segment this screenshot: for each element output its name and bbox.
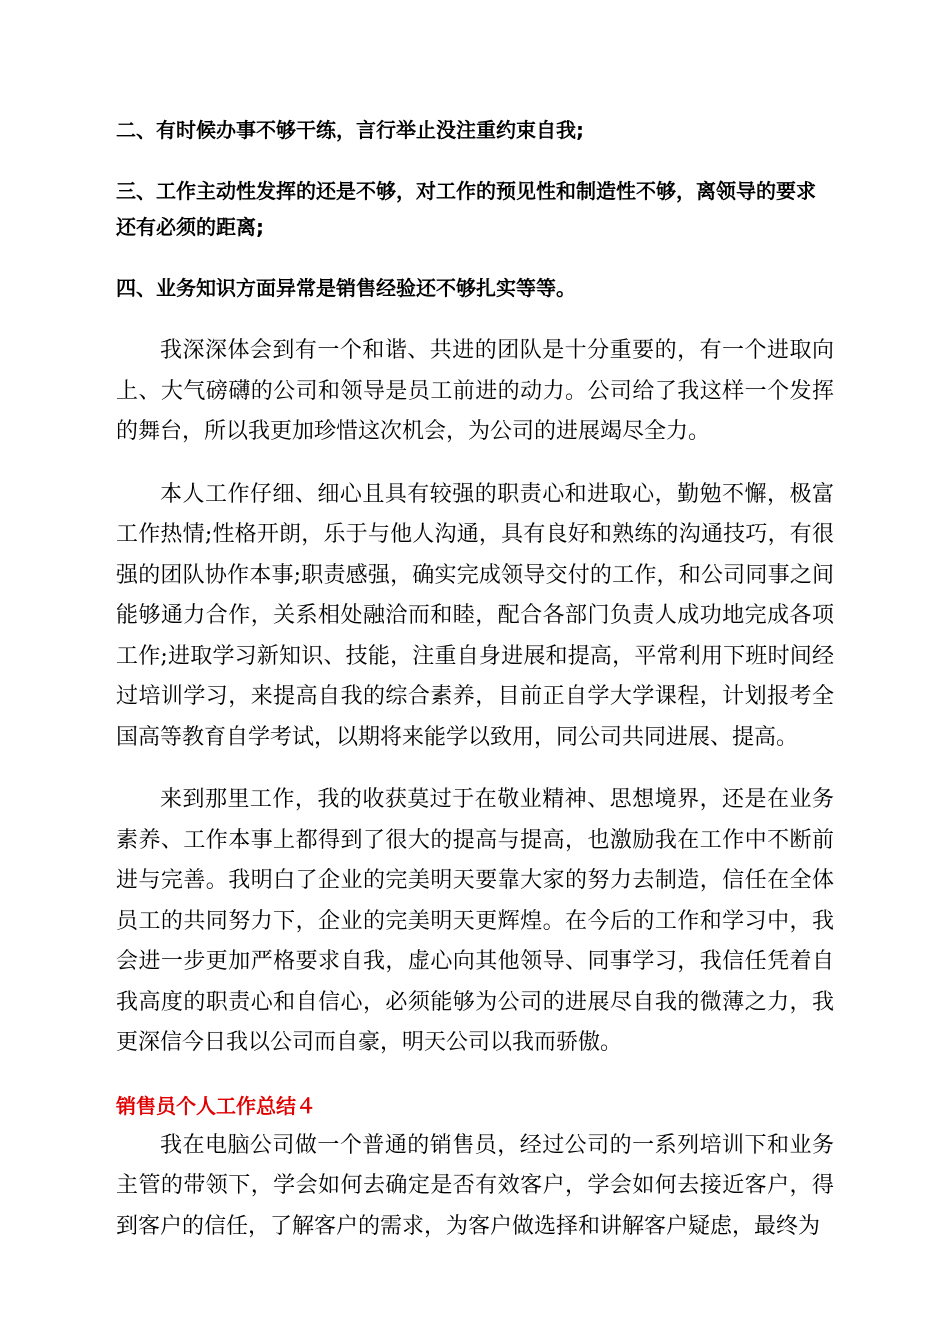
paragraph-self-assessment: 本人工作仔细、细心且具有较强的职责心和进取心，勤勉不懈，极富工作热情;性格开朗，乐于与他人沟通，具有良好和熟练的沟通技巧，有很强的团队协作本事;职责感强，确实完成领导交付的工作，和公司同事之间能够通力合作，关系相处融洽而和睦，配合各部门负责人成功地完成各项工作;进取学习新知识、技能，注重自身进展和提高，平常利用下班时间经过培训学习，来提高自我的综合素养，目前正自学大学课程，计划报考全国高等教育自学考试，以期将来能学以致用，同公司共同进展、提高。 <box>116 481 834 750</box>
document-page <box>116 112 834 1269</box>
paragraph-harvest: 来到那里工作，我的收获莫过于在敬业精神、思想境界，还是在业务素养、工作本事上都得到了很大的提高与提高，也激励我在工作中不断前进与完善。我明白了企业的完美明天要靠大家的努力去制造，信任在全体员工的共同努力下，企业的完美明天更辉煌。在今后的工作和学习中，我会进一步更加严格要求自我，虚心向其他领导、同事学习，我信任凭着自我高度的职责心和自信心，必须能够为公司的进展尽自我的微薄之力，我更深信今日我以公司而自豪，明天公司以我而骄傲。 <box>116 787 834 1055</box>
list-item-four: 四、业务知识方面异常是销售经验还不够扎实等等。 <box>116 276 576 300</box>
list-item-two: 二、有时候办事不够干练，言行举止没注重约束自我; <box>116 118 584 142</box>
list-item-three: 三、工作主动性发挥的还是不够，对工作的预见性和制造性不够，离领导的要求还有必须的距离; <box>116 179 816 239</box>
section-heading: 销售员个人工作总结４ <box>116 1093 316 1118</box>
paragraph-section-intro: 我在电脑公司做一个普通的销售员，经过公司的一系列培训下和业务主管的带领下，学会如何去确定是否有效客户，学会如何去接近客户，得到客户的信任，了解客户的需求，为客户做选择和讲解客户疑虑，最终为 <box>116 1132 834 1239</box>
paragraph-team: 我深深体会到有一个和谐、共进的团队是十分重要的，有一个进取向上、大气磅礴的公司和领导是员工前进的动力。公司给了我这样一个发挥的舞台，所以我更加珍惜这次机会，为公司的进展竭尽全力。 <box>116 338 834 444</box>
